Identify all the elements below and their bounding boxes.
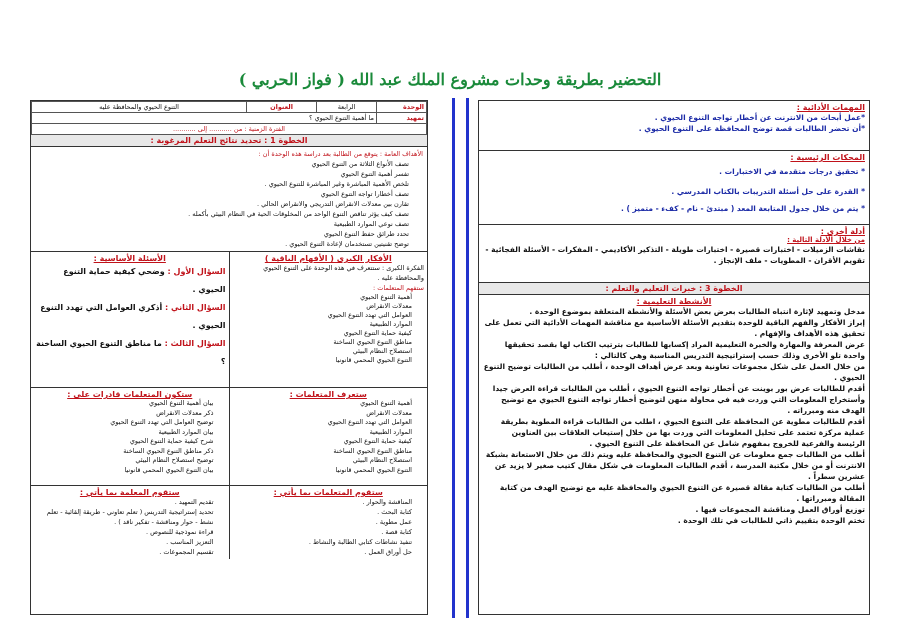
goal-item: تحدد طرائق حفظ التنوع الحيوي: [323, 230, 409, 238]
unit-info-table: [31, 101, 427, 135]
goal-item: تصف كيف يؤثر تناقص التنوع الواحد من المخلوقات الحية في النظام البيئي بأكمله .: [188, 210, 409, 218]
big-ideas-col: [230, 252, 428, 387]
general-goals: الأهداف العامة : يتوقع من الطالبة بعد دراسة هذه الوحدة أن :: [258, 150, 423, 158]
task-item: *أن تحضر الطالبات قصة توضح المحافظة على التنوع الحيوي .: [638, 124, 865, 133]
task-item: *عمل أبحاث من الانترنت عن أخطار تواجه التنوع الحيوي .: [654, 113, 865, 122]
teacher-do-item: تقسيم المجموعات .: [159, 548, 214, 556]
know-item: معدلات الانقراض: [366, 408, 412, 417]
teacher-do-item: التعزيز المناسب .: [166, 538, 214, 546]
goals-section: [31, 147, 427, 252]
title-value: التنوع الحيوي والمحافظة عليه: [32, 102, 247, 113]
tasks-heading: المهمات الأدائية :: [796, 103, 865, 112]
teacher-do-item: قراءة نموذجية للنصوص .: [146, 528, 214, 536]
title-label: العنوان: [247, 102, 317, 113]
know-item: كيفية حماية التنوع الحيوي: [343, 437, 412, 445]
student-do-col: [230, 486, 428, 559]
page-title: التحضير بطريقة وحدات مشروع الملك عبد الله ( فواز الحربي ): [238, 70, 662, 89]
activity-item: من خلال العمل على شكل مجموعات تعاونية وبعد عرض أهداف الوحدة ، أطلب من الطالبات توضيح التنوع الحيوي .: [483, 362, 865, 382]
goal-item: تصف نوعي الموارد الطبيعية: [333, 220, 409, 228]
step1-header: الخطوة 1 : تحديد نتائج التعلم المرغوبة :: [31, 135, 427, 147]
teacher-do-item: تحديد إستراتيجية التدريس ( تعلم تعاوني - طريقة إلقائية - تعلم نشط - حوار ومناقشة - تفكير ناقد ) .: [46, 508, 214, 526]
criteria-heading: المحكات الرئيسية :: [790, 153, 865, 162]
big-idea-heading: الأفكار الكبرى ( الأفهام الباقية ): [264, 254, 392, 263]
activities-row: [31, 486, 427, 559]
able-item: توضيح العوامل التي تهدد التنوع الحيوي: [110, 418, 214, 426]
right-panel: [478, 100, 870, 615]
unit-label: الوحدة: [377, 102, 427, 113]
understand-item: الموارد الطبيعية: [369, 320, 412, 328]
know-able-row: [31, 388, 427, 486]
activities-section: [479, 295, 869, 528]
activities-heading: الأنشطة التعليمية :: [636, 297, 712, 306]
understand-item: العوامل التي تهدد التنوع الحيوي: [327, 311, 412, 319]
able-item: شرح كيفية حماية التنوع الحيوي: [129, 437, 214, 445]
understand-item: مناطق التنوع الحيوي الساخنة: [333, 338, 412, 346]
understand-item: استصلاح النظام البيئي: [352, 347, 412, 355]
tasks-section: [479, 101, 869, 151]
q1-text: وضحي كيفية حماية التنوع الحيوي .: [63, 267, 226, 294]
understand-item: كيفية حماية التنوع الحيوي: [343, 329, 412, 337]
activity-item: أطلب من الطالبات جمع معلومات عن التنوع الحيوي والمحافظة عليه ويتم ذلك من خلال الاستعانة بشبكة الانترنت أو من خلال مكتبة المدرسة ، أقدم الطالبات المعلومات في شكل مقال كتيب صغير لا يزيد عن عشرين سطراً .: [485, 450, 865, 481]
activity-item: أقدم للطالبات عرض بور بوينت عن أخطار تواجه التنوع الحيوي ، أطلب من الطالبات قراءة العرض جيدا وأستخراج المعلومات التي وردت فيه في محاولة منهن لتوضيح أخطار تواجه التنوع الحيوي مع توضيح الهدف منه ومبرراته .: [492, 384, 865, 415]
criteria-item: * يتم من خلال جدول المتابعة المعد ( مبتدئ - نام - كفء - متميز ) .: [621, 204, 865, 213]
student-do-item: تنفيذ نشاطات كتابي الطالبة والنشاط .: [308, 538, 412, 546]
teacher-do-col: [31, 486, 230, 559]
step3-header: الخطوة 3 : خبرات التعليم والتعلم :: [479, 283, 869, 295]
big-idea: الفكرة الكبرى : ستتعرف في هذه الوحدة على التنوع الحيوي والمحافظة عليه .: [263, 264, 424, 282]
q3-text: ما مناطق التنوع الحيوي الساخنة ؟: [36, 339, 226, 366]
understand-item: معدلات الانقراض: [366, 302, 412, 310]
able-item: ذكر معدلات الانقراض: [156, 408, 214, 417]
intro-value: ما أهمية التنوع الحيوي ؟: [32, 113, 377, 124]
other-heading: أدلة أخرى :: [820, 227, 865, 236]
know-heading: ستعرف المتعلمات :: [289, 390, 367, 399]
teacher-do-heading: ستقوم المعلمة بما يأتي :: [79, 488, 180, 497]
activity-item: أقدم للطالبات مطوية عن المحافظة على التنوع الحيوي ، اطلب من الطالبات قراءة المطوية بطريقة عملية مركزة تعتمد على تحليل المعلومات التي وردت بها من خلال إستيعاب العلاقات بين العناوين الرئيسة والفرعية للخروج بمفهوم شامل عن المحافظة على التنوع الحيوي .: [500, 417, 865, 448]
student-do-item: المناقشة والحوار .: [362, 498, 412, 506]
know-item: التنوع الحيوي المحمي قانونيا: [335, 465, 412, 474]
q2-text: أذكري العوامل التي تهدد التنوع الحيوي .: [40, 303, 226, 330]
activity-item: تختم الوحدة بتقييم ذاتي للطالبات في تلك الوحدة .: [677, 516, 865, 525]
know-col: [230, 388, 428, 485]
able-heading: ستكون المتعلمات قادرات على :: [67, 390, 193, 399]
teacher-do-item: تقديم التمهيد .: [174, 498, 214, 506]
intro-label: تمهيد: [377, 113, 427, 124]
student-do-item: حل أوراق العمل .: [364, 548, 412, 556]
divider-right: [466, 98, 469, 618]
criteria-section: [479, 151, 869, 225]
goal-item: تصف أخطارا تواجه التنوع الحيوي: [320, 190, 409, 198]
unit-value: الرابعة: [317, 102, 377, 113]
other-sub: من خلال الأدلة التالية :: [787, 236, 865, 244]
able-item: بيان التنوع الحيوي المحمي قانونيا: [124, 465, 214, 474]
goal-item: تلخص الأهمية المباشرة وغير المباشرة للتنوع الحيوي .: [264, 180, 409, 188]
goal-item: توضح تقنيتين تستخدمان لإعادة التنوع الحيوي .: [285, 240, 409, 248]
activity-item: مدخل وتمهيد لإثارة انتباه الطالبات بعرض بعض الأسئلة والأنشطة المتعلقة بموضوع الوحدة .: [529, 307, 865, 316]
other-evidence-section: [479, 225, 869, 283]
know-item: مناطق التنوع الحيوي الساخنة: [333, 446, 412, 455]
goal-item: تفسر أهمية التنوع الحيوي: [340, 170, 409, 178]
student-do-heading: ستقوم المتعلمات بما يأتي :: [273, 488, 383, 497]
criteria-item: * تحقيق درجات متقدمة في الاختبارات .: [719, 167, 865, 176]
activity-item: أطلب من الطالبات كتابة مقالة قصيرة عن التنوع الحيوي والمحافظة عليه مع توضيح الهدف من كتابة المقالة ومبرراتها .: [499, 483, 865, 503]
understand-heading: ستفهم المتعلمات :: [373, 284, 424, 292]
other-text: نقاشات الزميلات - اختبارات قصيرة - اختبارات طويلة - التذكير الأكاديمي - المفكرات - الأسئلة الفجائية - تقويم الأقران - المطويات - ملف الإنجاز .: [485, 245, 865, 265]
q1-label: السؤال الأول :: [167, 267, 226, 276]
goal-item: تصف الأنواع الثلاثة من التنوع الحيوي: [311, 160, 409, 168]
able-col: [31, 388, 230, 485]
essential-questions-col: [31, 252, 230, 387]
q2-label: السؤال الثاني :: [165, 303, 226, 312]
period: الفترة الزمنية : من ........... إلى ...........: [32, 124, 427, 135]
student-do-item: عمل مطوية .: [375, 518, 412, 526]
know-item: العوامل التي تهدد التنوع الحيوي: [327, 418, 412, 426]
able-item: بيان الموارد الطبيعية: [158, 427, 214, 436]
activity-item: إبراز الأفكار والفهم الباقية للوحدة بتقديم الأسئلة الأساسية مع مناقشة المهمات الأدائية التي تعمل على تحقيق هذه الأهداف والإفهام .: [484, 318, 865, 338]
know-item: الموارد الطبيعية: [369, 427, 412, 436]
activity-item: عرض المعرفة والمهارة والخبرة التعليمية المراد إكسابها للطالبات بترتيب الكتاب لها بقصد تحقيقها واحدة تلو الأخرى وذلك حسب إستراتيجية التدريس المناسبة وهي كالتالي :: [504, 340, 865, 360]
able-item: بيان أهمية التنوع الحيوي: [149, 399, 214, 407]
student-do-item: كتابة البحث .: [377, 508, 412, 516]
goal-item: تقارن بين معدلات الانقراض التدريجي والانقراض الحالي .: [256, 200, 409, 208]
essential-q-heading: الأسئلة الأساسية :: [93, 254, 166, 263]
left-panel: [30, 100, 428, 615]
q3-label: السؤال الثالث :: [164, 339, 226, 348]
understand-item: التنوع الحيوي المحمي قانونيا: [335, 356, 412, 364]
divider-left: [452, 98, 455, 618]
know-item: أهمية التنوع الحيوي: [360, 399, 412, 407]
student-do-item: كتابة قصة .: [381, 528, 412, 536]
able-item: توضيح استصلاح النظام البيئي: [135, 456, 214, 464]
know-item: استصلاح النظام البيئي: [352, 456, 412, 464]
criteria-item: * القدرة على حل أسئلة التدريبات بالكتاب المدرسي .: [671, 187, 865, 196]
able-item: ذكر مناطق التنوع الحيوي الساخنة: [123, 446, 214, 455]
ideas-questions-row: [31, 252, 427, 388]
activity-item: توزيع أوراق العمل ومناقشة المجموعات فيها .: [695, 505, 865, 514]
understand-item: أهمية التنوع الحيوي: [360, 293, 412, 301]
